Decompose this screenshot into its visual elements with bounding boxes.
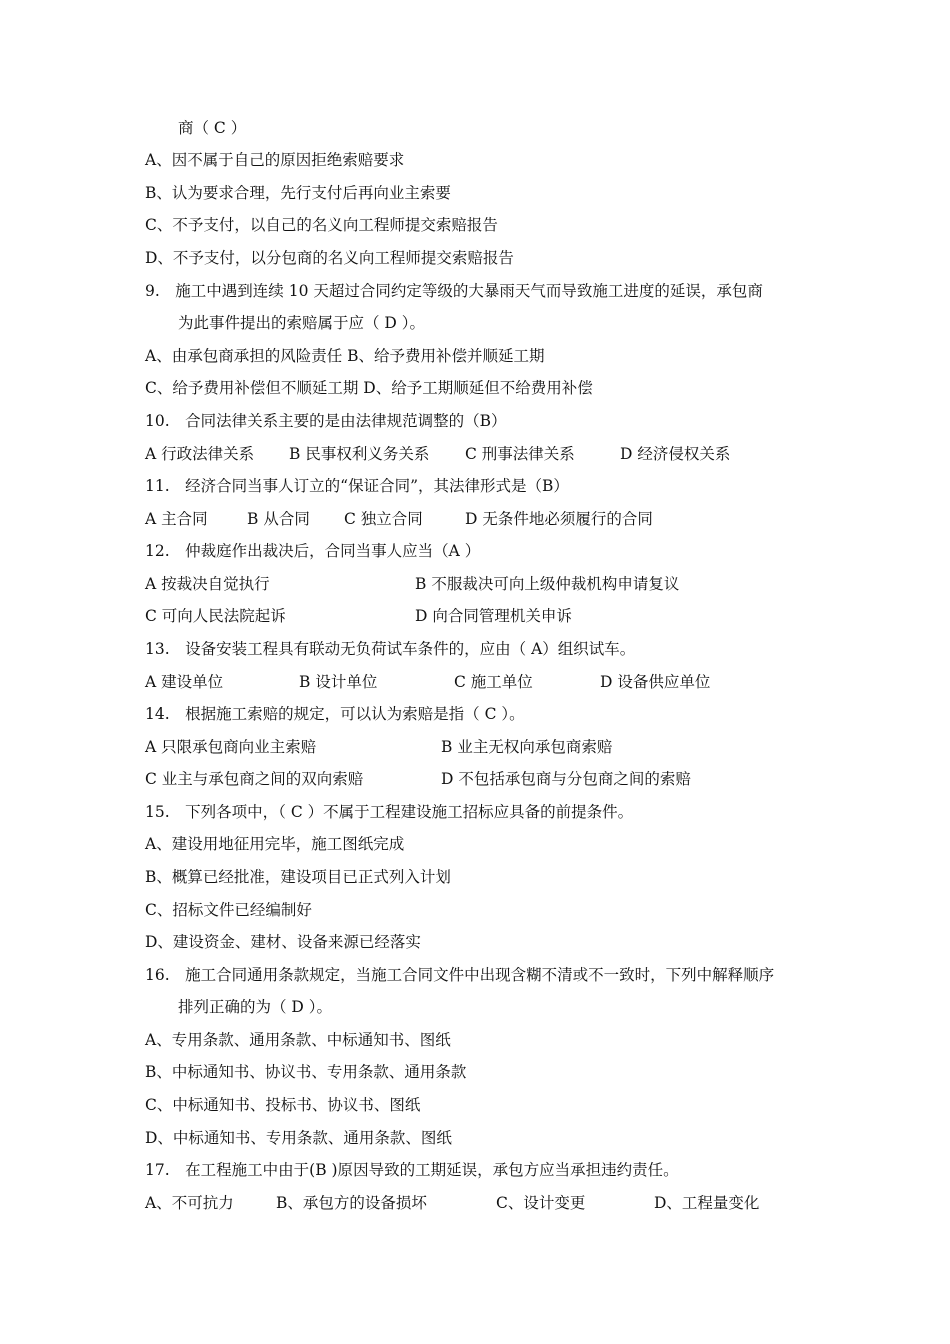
q17-stem: 17. 在工程施工中由于(B )原因导致的工期延误，承包方应当承担违约责任。 bbox=[145, 1161, 679, 1179]
q11-option-d: D 无条件地必须履行的合同 bbox=[465, 510, 653, 528]
q10-option-d: D 经济侵权关系 bbox=[620, 445, 731, 463]
q8-option-b: B、认为要求合理，先行支付后再向业主索要 bbox=[145, 184, 451, 202]
q16-stem-cont: 排列正确的为（ D ）。 bbox=[178, 998, 333, 1016]
q12-stem: 12. 仲裁庭作出裁决后，合同当事人应当（A ） bbox=[145, 542, 481, 560]
q12-option-a: A 按裁决自觉执行 bbox=[145, 575, 270, 593]
q8-option-d: D、不予支付，以分包商的名义向工程师提交索赔报告 bbox=[145, 249, 514, 267]
q16-option-a: A、专用条款、通用条款、中标通知书、图纸 bbox=[145, 1031, 451, 1049]
q15-option-d: D、建设资金、建材、设备来源已经落实 bbox=[145, 933, 421, 951]
q13-option-c: C 施工单位 bbox=[454, 673, 533, 691]
q9-stem: 9. 施工中遇到连续 10 天超过合同约定等级的大暴雨天气而导致施工进度的延误，承包商 bbox=[145, 282, 763, 300]
q13-option-d: D 设备供应单位 bbox=[600, 673, 711, 691]
q16-option-c: C、中标通知书、投标书、协议书、图纸 bbox=[145, 1096, 421, 1114]
q16-option-d: D、中标通知书、专用条款、通用条款、图纸 bbox=[145, 1129, 452, 1147]
q12-option-b: B 不服裁决可向上级仲裁机构申请复议 bbox=[415, 575, 680, 593]
q9-stem-cont: 为此事件提出的索赔属于应（ D ）。 bbox=[178, 314, 426, 332]
q13-option-b: B 设计单位 bbox=[299, 673, 378, 691]
q17-option-b: B、承包方的设备损坏 bbox=[276, 1194, 427, 1212]
q14-option-a: A 只限承包商向业主索赔 bbox=[145, 738, 317, 756]
q15-option-a: A、建设用地征用完毕，施工图纸完成 bbox=[145, 835, 405, 853]
q17-option-d: D、工程量变化 bbox=[654, 1194, 760, 1212]
q9-options-cd: C、给予费用补偿但不顺延工期 D、给予工期顺延但不给费用补偿 bbox=[145, 379, 593, 397]
q15-stem: 15. 下列各项中，（ C ）不属于工程建设施工招标应具备的前提条件。 bbox=[145, 803, 634, 821]
q9-options-ab: A、由承包商承担的风险责任 B、给予费用补偿并顺延工期 bbox=[145, 347, 545, 365]
q10-option-a: A 行政法律关系 bbox=[145, 445, 255, 463]
q11-option-c: C 独立合同 bbox=[344, 510, 423, 528]
q11-option-a: A 主合同 bbox=[145, 510, 208, 528]
q12-option-d: D 向合同管理机关申诉 bbox=[415, 607, 572, 625]
q11-option-b: B 从合同 bbox=[247, 510, 310, 528]
q10-option-c: C 刑事法律关系 bbox=[465, 445, 575, 463]
q17-option-a: A、不可抗力 bbox=[145, 1194, 234, 1212]
q16-option-b: B、中标通知书、协议书、专用条款、通用条款 bbox=[145, 1063, 467, 1081]
q10-stem: 10. 合同法律关系主要的是由法律规范调整的（B） bbox=[145, 412, 507, 430]
q16-stem: 16. 施工合同通用条款规定，当施工合同文件中出现含糊不清或不一致时，下列中解释顺序 bbox=[145, 966, 775, 984]
q15-option-c: C、招标文件已经编制好 bbox=[145, 901, 312, 919]
q13-stem: 13. 设备安装工程具有联动无负荷试车条件的，应由（ A）组织试车。 bbox=[145, 640, 636, 658]
q14-option-c: C 业主与承包商之间的双向索赔 bbox=[145, 770, 364, 788]
q8-option-c: C、不予支付，以自己的名义向工程师提交索赔报告 bbox=[145, 216, 498, 234]
q14-option-d: D 不包括承包商与分包商之间的索赔 bbox=[441, 770, 691, 788]
q8-stem-end: 商（ C ） bbox=[178, 119, 247, 137]
q14-option-b: B 业主无权向承包商索赔 bbox=[441, 738, 613, 756]
q8-option-a: A、因不属于自己的原因拒绝索赔要求 bbox=[145, 151, 405, 169]
q12-option-c: C 可向人民法院起诉 bbox=[145, 607, 286, 625]
q14-stem: 14. 根据施工索赔的规定，可以认为索赔是指（ C ）。 bbox=[145, 705, 525, 723]
q11-stem: 11. 经济合同当事人订立的“保证合同”，其法律形式是（B） bbox=[145, 477, 569, 495]
q17-option-c: C、设计变更 bbox=[496, 1194, 586, 1212]
q15-option-b: B、概算已经批准，建设项目已正式列入计划 bbox=[145, 868, 451, 886]
q13-option-a: A 建设单位 bbox=[145, 673, 224, 691]
q10-option-b: B 民事权利义务关系 bbox=[289, 445, 430, 463]
